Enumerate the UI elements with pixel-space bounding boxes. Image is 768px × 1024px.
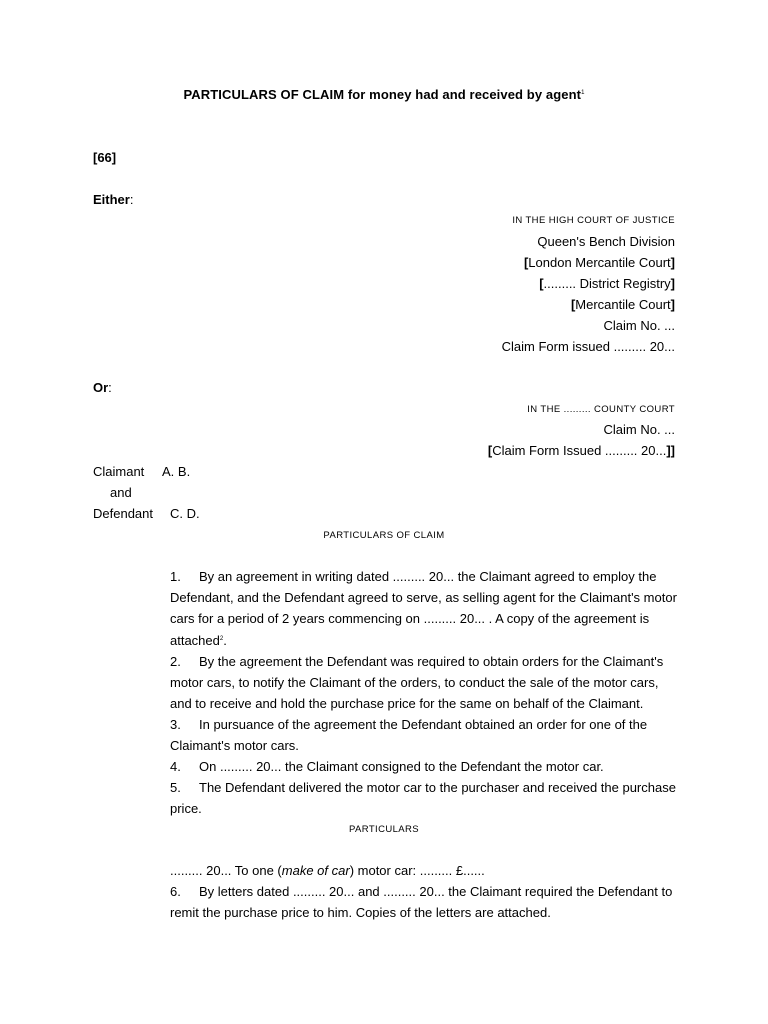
london-mercantile-court: [London Mercantile Court] [523,255,675,270]
high-court-heading: IN THE HIGH COURT OF JUSTICE [512,215,675,226]
county-court-claim-issued: [Claim Form Issued ......... 20...]] [487,443,675,458]
high-court-claim-number: Claim No. ... [603,318,675,333]
defendant-name: C. D. [170,506,200,521]
paragraph-4: 4. On ......... 20... the Claimant consigned to the Defendant the motor car. [170,759,604,774]
particulars-of-claim-heading: PARTICULARS OF CLAIM [323,530,445,541]
particulars-subheading: PARTICULARS [348,824,420,835]
precedent-reference: [66] [93,150,117,165]
court-division: Queen's Bench Division [537,234,675,249]
particulars-entry: ......... 20... To one (make of car) motor car: ......... £...... [170,863,485,878]
defendant-label: Defendant [93,506,153,521]
county-court-heading: IN THE ......... COUNTY COURT [527,404,675,415]
title-footnote-marker: 1 [581,90,585,96]
district-registry: [......... District Registry] [539,276,675,291]
paragraph-6: 6. By letters dated ......... 20... and ......... 20... the Claimant required the Defendant to remit the purchase price to him. Copies of the letters are attached. [170,884,673,920]
county-court-claim-number: Claim No. ... [603,422,675,437]
document-title: PARTICULARS OF CLAIM for money had and received by agent$^1$ [183,87,585,102]
paragraph-3: 3. In pursuance of the agreement the Defendant obtained an order for one of the Claimant's motor cars. [170,717,648,753]
high-court-claim-issued: Claim Form issued ......... 20... [501,339,675,354]
paragraph-2: 2. By the agreement the Defendant was required to obtain orders for the Claimant's motor cars, to notify the Claimant of the orders, to conduct the sale of the motor cars, and to receive and hold the purchase price for the same on behalf of the Claimant. [170,654,664,711]
paragraph-5: 5. The Defendant delivered the motor car to the purchaser and received the purchase price. [170,780,676,816]
claimant-name: A. B. [162,464,191,479]
mercantile-court: [Mercantile Court] [570,297,675,312]
paragraph-1: 1. By an agreement in writing dated ......... 20... the Claimant agreed to employ the Defendant, and the Defendant agreed to serve, as selling agent for the Claimant's motor cars for a period of 2 years commencing on ......... 20... . A copy of the agreement is attached$^2$. [170,569,677,648]
or-heading: Or: [93,380,112,395]
either-heading: Either: [93,192,134,207]
footnote-marker: 2 [219,636,224,642]
claim-paragraphs [170,566,680,819]
and-label: and [110,485,132,500]
claimant-label: Claimant [93,464,145,479]
